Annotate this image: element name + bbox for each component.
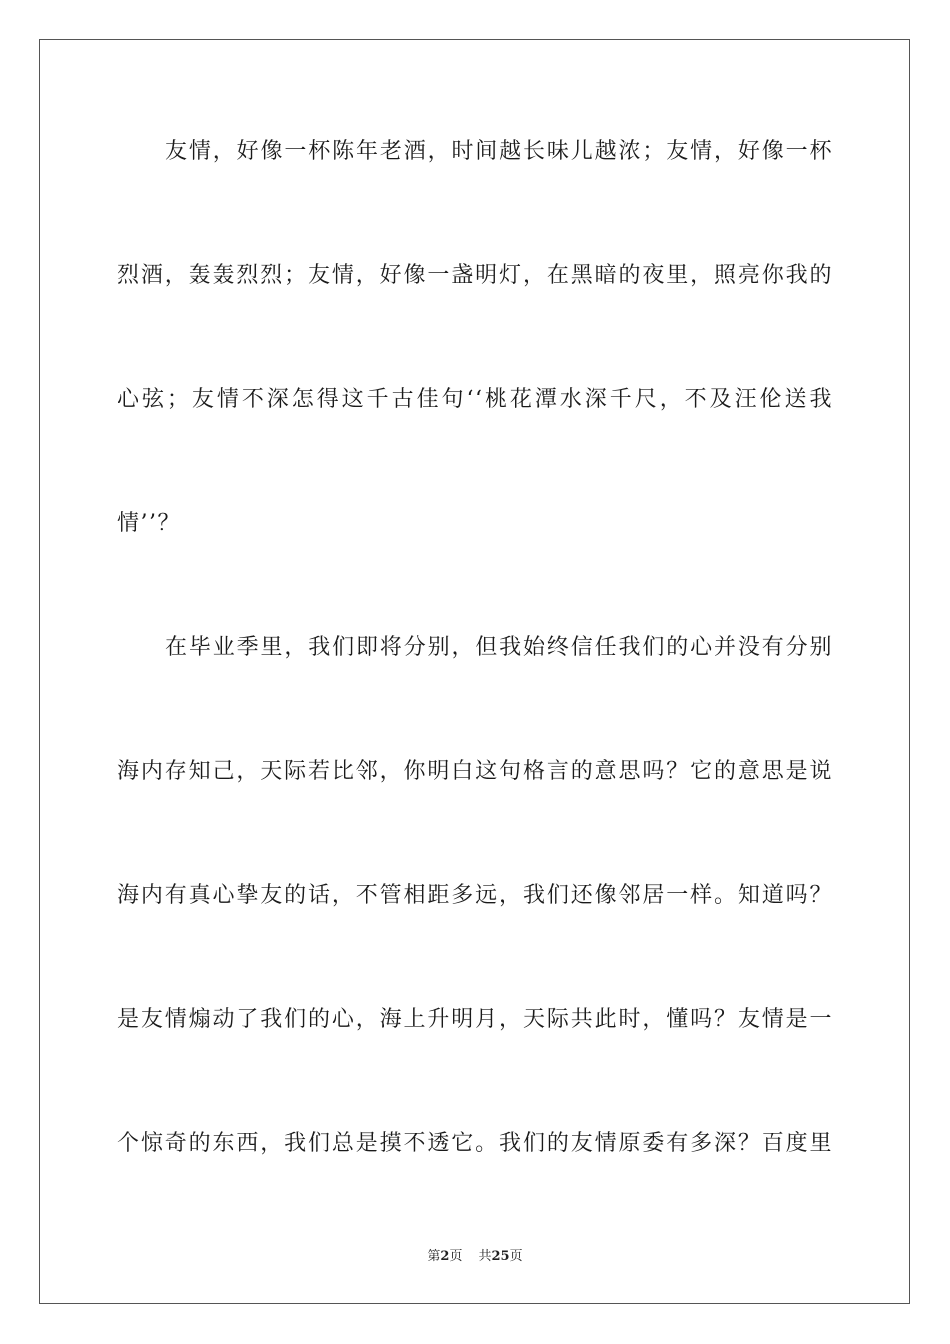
page-prefix: 第 <box>427 1249 441 1264</box>
page-footer <box>0 1248 950 1266</box>
page-suffix: 页 <box>449 1249 463 1264</box>
page-total: 25 <box>491 1249 510 1264</box>
text-line: 心弦；友情不深怎得这千古佳句‘‘桃花潭水深千尺，不及汪伦送我 <box>117 387 833 412</box>
total-suffix: 页 <box>509 1249 523 1264</box>
text-line: 在毕业季里，我们即将分别，但我始终信任我们的心并没有分别 <box>165 635 833 660</box>
text-line: 是友情煽动了我们的心，海上升明月，天际共此时，懂吗？友情是一 <box>117 1007 833 1032</box>
text-line: 个惊奇的东西，我们总是摸不透它。我们的友情原委有多深？百度里 <box>117 1131 833 1156</box>
total-prefix: 共 <box>478 1249 492 1264</box>
text-line: 海内存知己，天际若比邻，你明白这句格言的意思吗？它的意思是说 <box>117 759 833 784</box>
text-line: 烈酒，轰轰烈烈；友情，好像一盏明灯，在黑暗的夜里，照亮你我的 <box>117 263 833 288</box>
page-current: 2 <box>440 1249 450 1264</box>
text-line: 情’’？ <box>117 511 181 536</box>
text-line: 海内有真心挚友的话，不管相距多远，我们还像邻居一样。知道吗？ <box>117 883 833 908</box>
page-frame <box>39 39 910 1304</box>
text-line: 友情，好像一杯陈年老酒，时间越长味儿越浓；友情，好像一杯 <box>165 139 833 164</box>
